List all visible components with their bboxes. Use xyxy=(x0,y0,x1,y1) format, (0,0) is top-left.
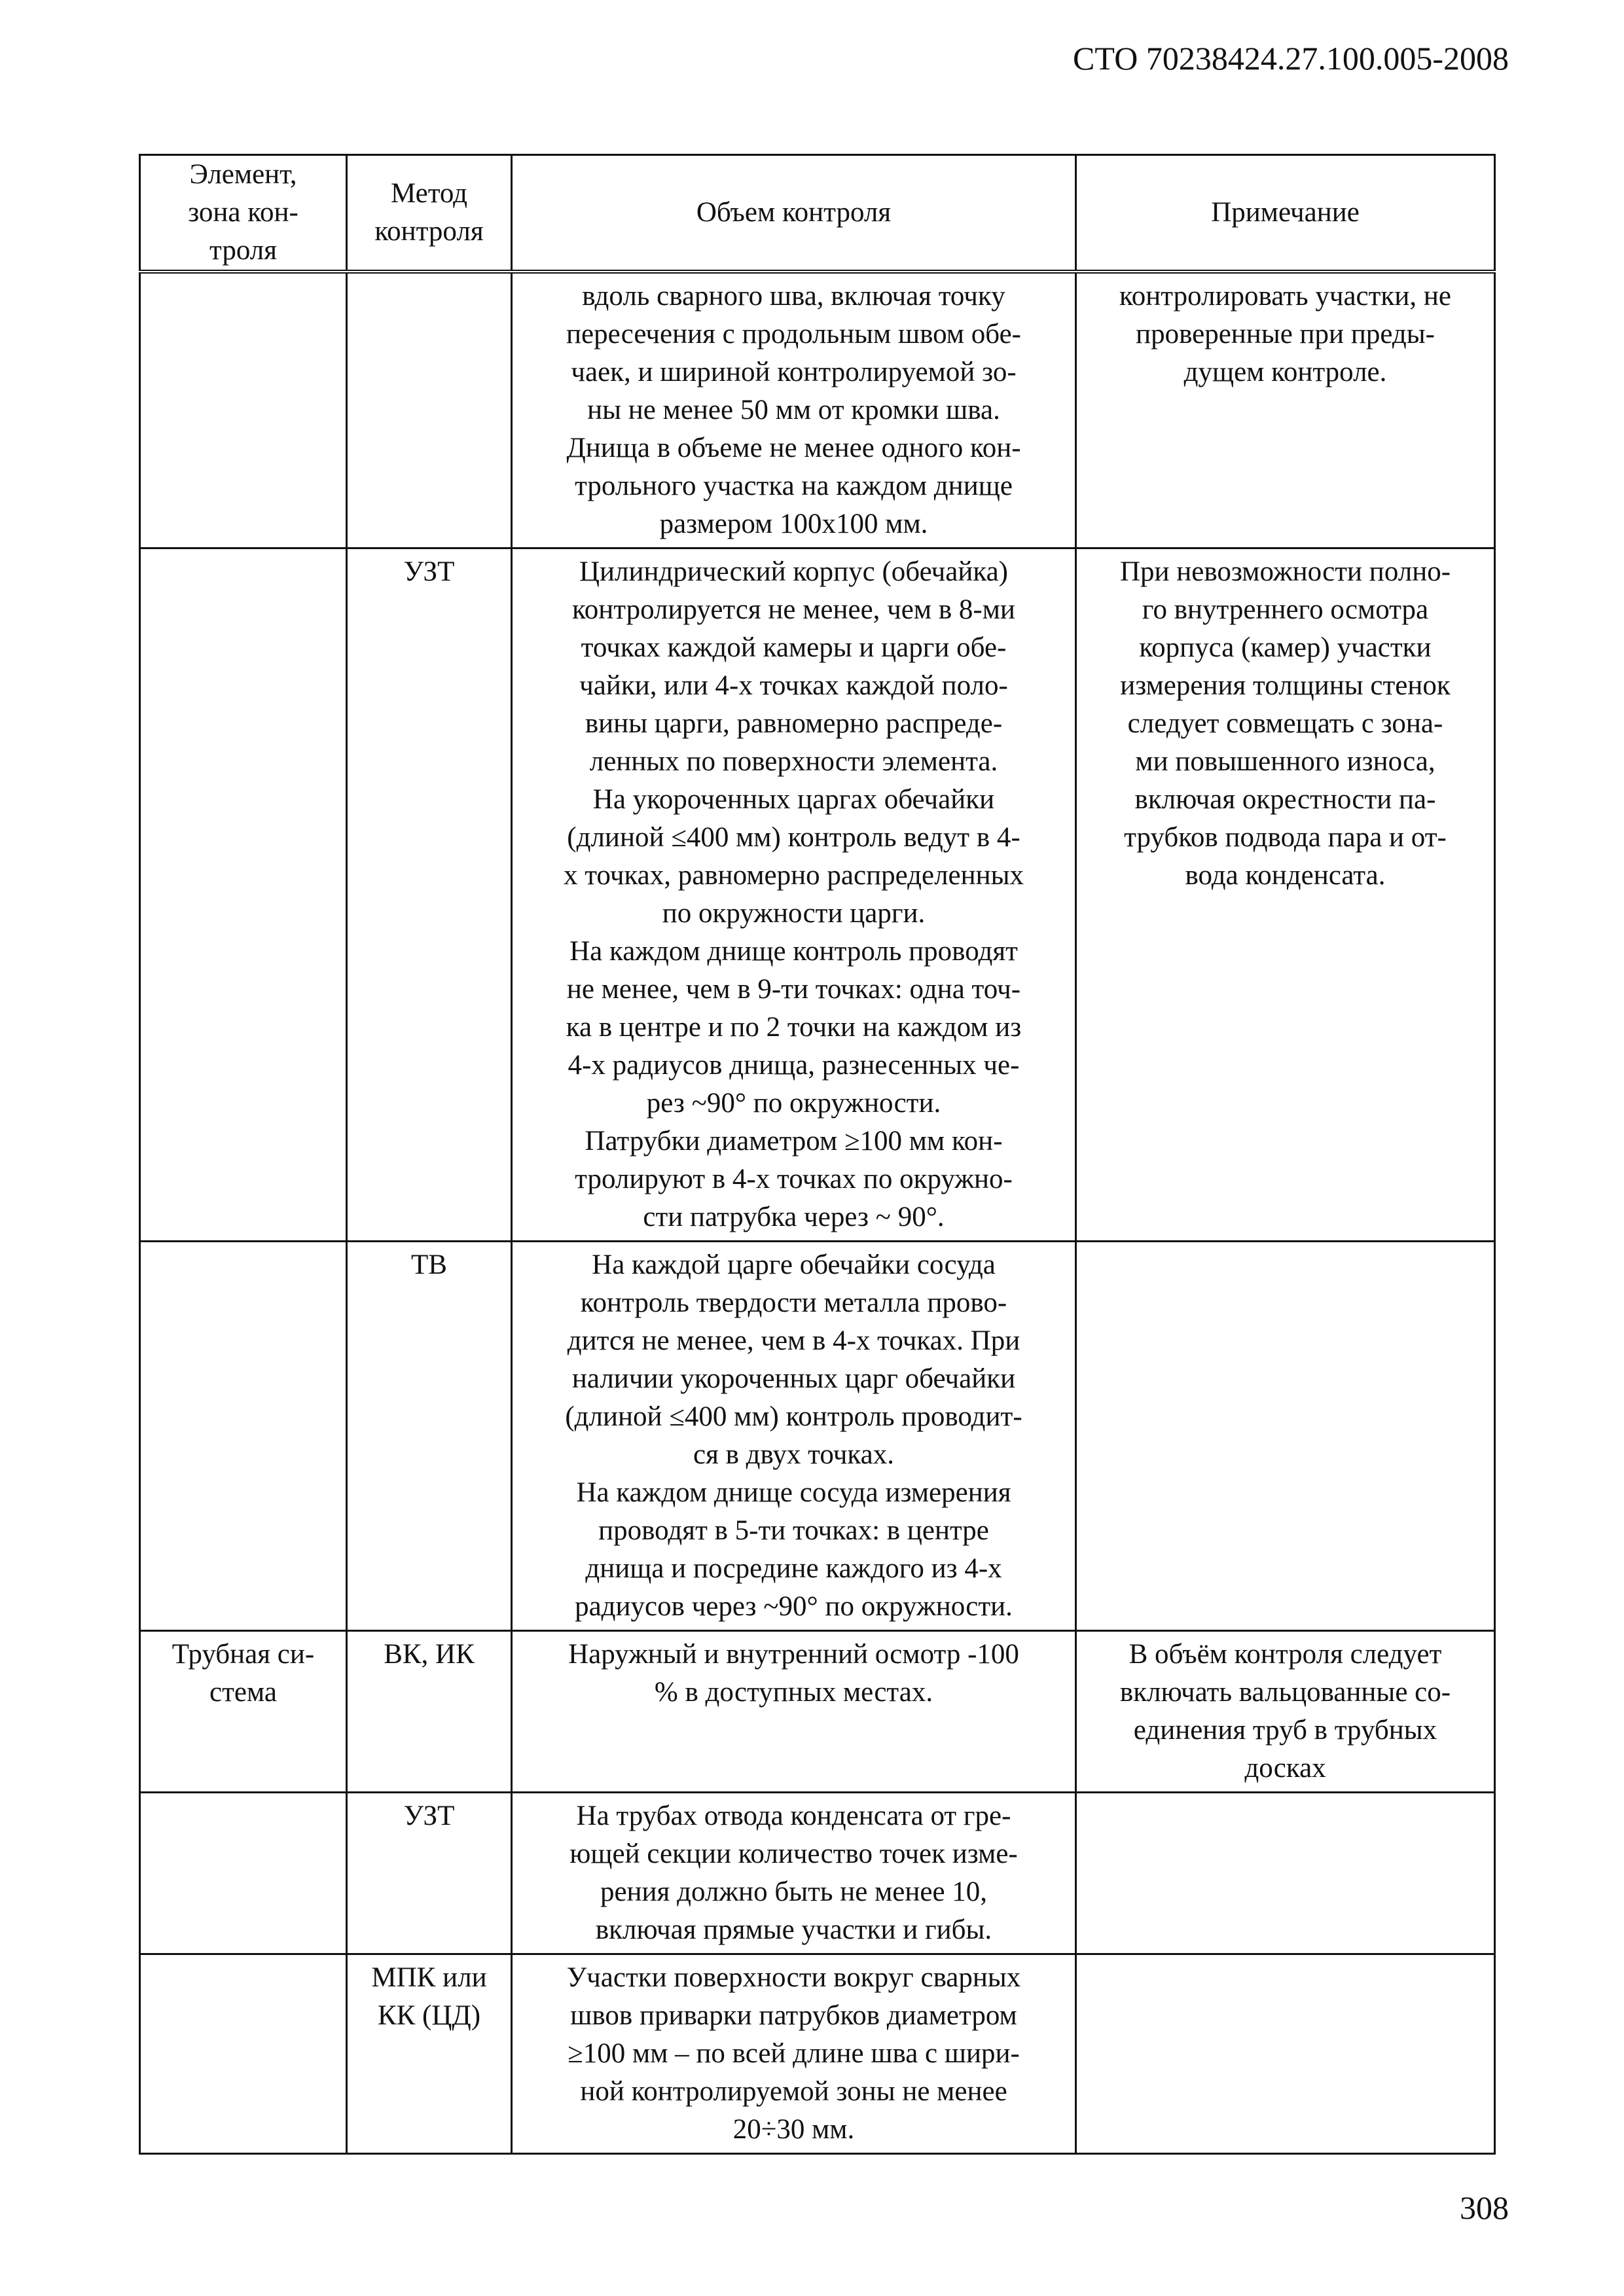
header-scope xyxy=(512,155,1076,272)
method-cell xyxy=(347,1631,512,1793)
element-cell xyxy=(140,1242,347,1631)
element-cell xyxy=(140,548,347,1242)
text-line: ся в двух точках. xyxy=(693,1439,894,1470)
text-line: вдоль сварного шва, включая точку xyxy=(582,281,1005,312)
scope-cell xyxy=(512,1954,1076,2154)
text-line: единения труб в трубных xyxy=(1133,1715,1437,1746)
text-line: контролировать участки, не xyxy=(1119,281,1451,312)
document-code: СТО 70238424.27.100.005-2008 xyxy=(1073,40,1509,77)
text-line: На каждом днище сосуда измерения xyxy=(576,1477,1011,1508)
method-cell xyxy=(347,1793,512,1954)
element-cell xyxy=(140,1954,347,2154)
text-line: радиусов через ~90° по окружности. xyxy=(575,1591,1013,1622)
scope-cell xyxy=(512,1793,1076,1954)
text-line: х точках, равномерно распределенных xyxy=(563,860,1024,891)
text-line: 4-х радиусов днища, разнесенных че- xyxy=(568,1050,1020,1081)
table-row xyxy=(140,1242,1495,1631)
method-cell xyxy=(347,272,512,548)
text-line: рения должно быть не менее 10, xyxy=(600,1876,988,1907)
text-line: МПК или xyxy=(371,1962,487,1993)
table-header xyxy=(140,155,1495,272)
text-line: ны не менее 50 мм от кромки шва. xyxy=(587,395,1000,425)
text-line: контроля xyxy=(374,216,484,247)
text-line: зона кон- xyxy=(188,197,298,228)
table-body xyxy=(140,272,1495,2154)
text-line: проводят в 5-ти точках: в центре xyxy=(598,1515,989,1546)
method-cell xyxy=(347,548,512,1242)
text-line: % в доступных местах. xyxy=(654,1677,933,1708)
scope-cell xyxy=(512,1242,1076,1631)
text-line: трольного участка на каждом днище xyxy=(575,471,1013,501)
table-row xyxy=(140,548,1495,1242)
text-line: троля xyxy=(209,235,277,266)
text-line: не менее, чем в 9-ти точках: одна точ- xyxy=(566,974,1021,1005)
text-line: измерения толщины стенок xyxy=(1120,670,1451,701)
text-line: дущем контроле. xyxy=(1183,357,1387,387)
text-line: На трубах отвода конденсата от гре- xyxy=(576,1801,1011,1831)
header-element xyxy=(140,155,347,272)
text-line: по окружности царги. xyxy=(662,898,926,929)
method-cell xyxy=(347,1242,512,1631)
text-line: сти патрубка через ~ 90°. xyxy=(643,1202,945,1232)
text-line: вода конденсата. xyxy=(1185,860,1386,891)
text-line: тролируют в 4-х точках по окружно- xyxy=(575,1164,1013,1194)
text-line: корпуса (камер) участки xyxy=(1139,632,1432,663)
text-line: В объём контроля следует xyxy=(1128,1639,1442,1670)
scope-cell xyxy=(512,1631,1076,1793)
text-line: При невозможности полно- xyxy=(1119,556,1451,587)
text-line: го внутреннего осмотра xyxy=(1142,594,1429,625)
text-line: проверенные при преды- xyxy=(1136,319,1435,350)
text-line: дится не менее, чем в 4-х точках. При xyxy=(567,1325,1020,1356)
text-line: швов приварки патрубков диаметром xyxy=(570,2000,1017,2031)
text-line: включая окрестности па- xyxy=(1134,784,1436,815)
text-line: трубков подвода пара и от- xyxy=(1124,822,1447,853)
text-line: пересечения с продольным швом обе- xyxy=(566,319,1021,350)
text-line: чаек, и шириной контролируемой зо- xyxy=(571,357,1017,387)
text-line: чайки, или 4-х точках каждой поло- xyxy=(579,670,1008,701)
text-line: ми повышенного износа, xyxy=(1135,746,1435,777)
text-line: наличии укороченных царг обечайки xyxy=(571,1363,1016,1394)
note-cell xyxy=(1076,272,1495,548)
table-row xyxy=(140,272,1495,548)
text-line: размером 100х100 мм. xyxy=(659,509,928,539)
text-line: На укороченных царгах обечайки xyxy=(592,784,995,815)
element-cell xyxy=(140,1793,347,1954)
table-row xyxy=(140,1793,1495,1954)
table-row xyxy=(140,1631,1495,1793)
text-line: ≥100 мм – по всей длине шва с шири- xyxy=(568,2038,1020,2069)
text-line: Объем контроля xyxy=(696,197,892,228)
text-line: ВК, ИК xyxy=(384,1639,475,1670)
text-line: На каждой царге обечайки сосуда xyxy=(592,1249,996,1280)
text-line: Примечание xyxy=(1211,197,1360,228)
text-line: Наружный и внутренний осмотр -100 xyxy=(568,1639,1019,1670)
note-cell xyxy=(1076,1631,1495,1793)
element-cell xyxy=(140,272,347,548)
text-line: контролируется не менее, чем в 8-ми xyxy=(572,594,1015,625)
text-line: следует совмещать с зона- xyxy=(1127,708,1443,739)
text-line: ленных по поверхности элемента. xyxy=(589,746,998,777)
text-line: контроль твердости металла прово- xyxy=(580,1287,1007,1318)
text-line: Метод xyxy=(390,178,468,209)
text-line: Трубная си- xyxy=(171,1639,315,1670)
text-line: УЗТ xyxy=(403,556,455,587)
text-line: включать вальцованные со- xyxy=(1119,1677,1451,1708)
header-note xyxy=(1076,155,1495,272)
text-line: досках xyxy=(1244,1753,1326,1784)
text-line: (длиной ≤400 мм) контроль проводит- xyxy=(565,1401,1022,1432)
text-line: ной контролируемой зоны не менее xyxy=(580,2076,1007,2107)
text-line: (длиной ≤400 мм) контроль ведут в 4- xyxy=(567,822,1020,853)
table-header-row xyxy=(140,155,1495,272)
text-line: Участки поверхности вокруг сварных xyxy=(566,1962,1021,1993)
text-line: ТВ xyxy=(411,1249,447,1280)
note-cell xyxy=(1076,1793,1495,1954)
method-cell xyxy=(347,1954,512,2154)
note-cell xyxy=(1076,548,1495,1242)
note-cell xyxy=(1076,1954,1495,2154)
text-line: ка в центре и по 2 точки на каждом из xyxy=(566,1012,1022,1043)
text-line: включая прямые участки и гибы. xyxy=(595,1914,992,1945)
text-line: Элемент, xyxy=(189,159,297,190)
scope-cell xyxy=(512,272,1076,548)
scope-cell xyxy=(512,548,1076,1242)
control-scope-table xyxy=(139,154,1496,2155)
text-line: стема xyxy=(209,1677,277,1708)
text-line: днища и посредине каждого из 4-х xyxy=(585,1553,1002,1584)
text-line: На каждом днище контроль проводят xyxy=(569,936,1018,967)
text-line: Патрубки диаметром ≥100 мм кон- xyxy=(585,1126,1003,1157)
table-row xyxy=(140,1954,1495,2154)
element-cell xyxy=(140,1631,347,1793)
text-line: ющей секции количество точек изме- xyxy=(569,1839,1018,1869)
text-line: рез ~90° по окружности. xyxy=(646,1088,941,1119)
text-line: Цилиндрический корпус (обечайка) xyxy=(579,556,1009,587)
note-cell xyxy=(1076,1242,1495,1631)
text-line: точках каждой камеры и царги обе- xyxy=(581,632,1007,663)
page-number: 308 xyxy=(1460,2189,1509,2226)
text-line: КК (ЦД) xyxy=(377,2000,481,2031)
text-line: вины царги, равномерно распреде- xyxy=(585,708,1003,739)
text-line: Днища в объеме не менее одного кон- xyxy=(566,433,1021,463)
header-method xyxy=(347,155,512,272)
text-line: 20÷30 мм. xyxy=(732,2114,855,2145)
text-line: УЗТ xyxy=(403,1801,455,1831)
